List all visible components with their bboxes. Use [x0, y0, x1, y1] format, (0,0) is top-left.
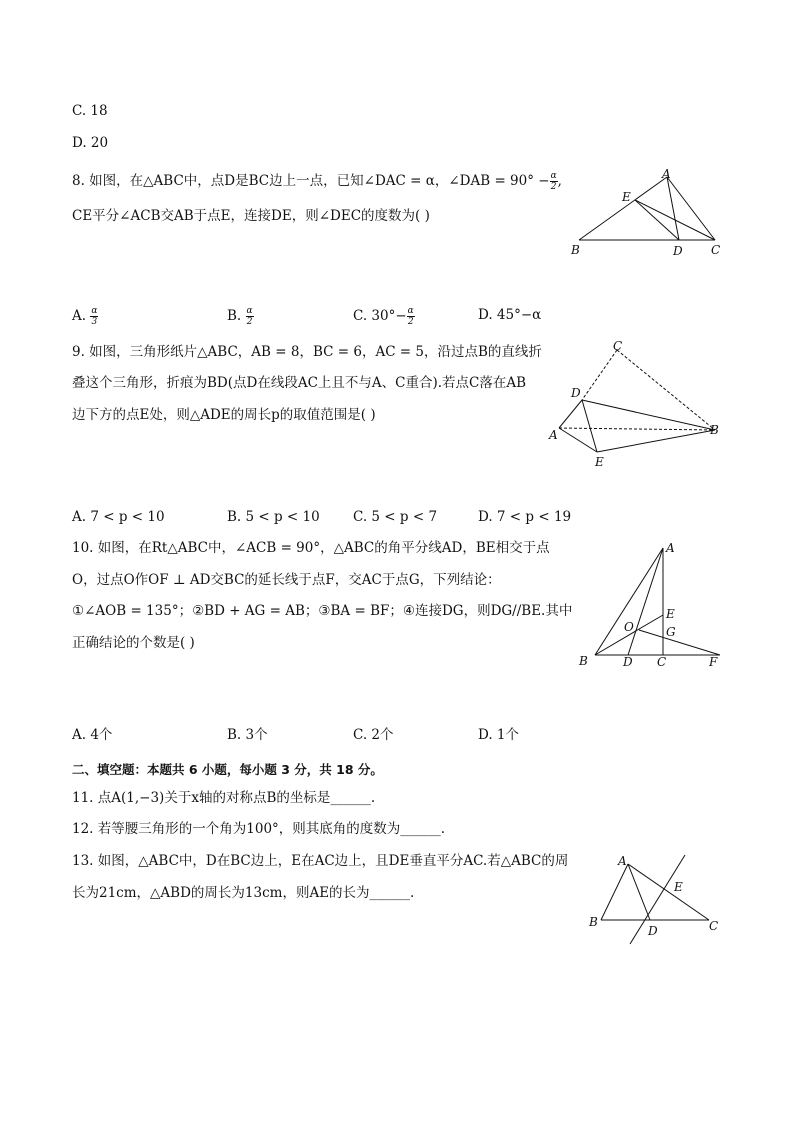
- q9-line1: 9. 如图，三角形纸片△ABC，AB = 8，BC = 6，AC = 5，沿过点B的直线折: [72, 344, 542, 360]
- q10-option-d: D. 1个: [478, 727, 520, 743]
- q9-figure: [545, 340, 725, 470]
- q10-figure: [575, 540, 730, 670]
- q8-label-a: A: [662, 167, 671, 181]
- q10-label-g: G: [666, 625, 676, 639]
- q9-label-a: A: [549, 428, 558, 442]
- q10-label-c: C: [657, 655, 667, 669]
- q9-label-c: C: [613, 339, 623, 353]
- q13-label-a: A: [618, 854, 627, 868]
- q8-figure: [565, 165, 730, 260]
- q8-line1: 8. 如图，在△ABC中，点D是BC边上一点，已知∠DAC = α，∠DAB = 90° − $\frac{\alpha}{2}$ ,: [72, 171, 562, 192]
- q9-label-e: E: [595, 455, 604, 469]
- q10-option-c: C. 2个: [353, 727, 394, 743]
- option-d-prev: D. 20: [72, 135, 109, 151]
- q9-label-b: B: [710, 423, 719, 437]
- q10-label-o: O: [624, 620, 634, 634]
- q8-option-a: A. $\frac{\alpha}{3}$: [72, 306, 98, 327]
- q13-line2: 长为21cm，△ABD的周长为13cm，则AE的长为______.: [72, 885, 415, 901]
- q8-label-b: B: [571, 243, 580, 257]
- q9-option-b: B. 5 < p < 10: [227, 509, 320, 525]
- q9-option-c: C. 5 < p < 7: [353, 509, 438, 525]
- q13-label-e: E: [674, 880, 683, 894]
- q9-label-d: D: [571, 386, 581, 400]
- q13-line1: 13. 如图，△ABC中，D在BC边上，E在AC边上，且DE垂直平分AC.若△ABC的周: [72, 853, 569, 869]
- q10-line3: ①∠AOB = 135°；②BD + AG = AB；③BA = BF；④连接DG，则DG//BE.其中: [72, 603, 573, 619]
- q10-option-b: B. 3个: [227, 727, 268, 743]
- q13-figure: [585, 850, 725, 950]
- q8-line2: CE平分∠ACB交AB于点E，连接DE，则∠DEC的度数为( ): [72, 208, 430, 224]
- q10-label-f: F: [709, 655, 718, 669]
- q10-line1: 10. 如图，在Rt△ABC中，∠ACB = 90°，△ABC的角平分线AD，BE相交于点: [72, 540, 550, 556]
- q8-fraction: $\frac{\alpha}{2}$: [550, 171, 557, 192]
- q10-label-d: D: [623, 655, 633, 669]
- section-heading-fill-blank: 二、填空题：本题共 6 小题，每小题 3 分，共 18 分。: [72, 762, 383, 777]
- q9-line2: 叠这个三角形，折痕为BD(点D在线段AC上且不与A、C重合).若点C落在AB: [72, 375, 527, 391]
- q13-label-d: D: [648, 924, 658, 938]
- q8-option-d: D. 45°−α: [478, 307, 542, 323]
- q8-option-c: C. 30°− $\frac{\alpha}{2}$: [353, 306, 414, 327]
- q10-line2: O，过点O作OF ⊥ AD交BC的延长线于点F，交AC于点G，下列结论：: [72, 572, 501, 588]
- q9-option-d: D. 7 < p < 19: [478, 509, 572, 525]
- q10-option-a: A. 4个: [72, 727, 113, 743]
- q9-option-a: A. 7 < p < 10: [72, 509, 165, 525]
- q10-label-b: B: [579, 654, 588, 668]
- q8-label-e: E: [622, 190, 631, 204]
- option-c-prev: C. 18: [72, 103, 108, 119]
- q13-label-c: C: [709, 919, 719, 933]
- q8-option-b: B. $\frac{\alpha}{2}$: [227, 306, 253, 327]
- q9-line3: 边下方的点E处，则△ADE的周长p的取值范围是( ): [72, 407, 376, 423]
- q11-text: 11. 点A(1,−3)关于x轴的对称点B的坐标是______.: [72, 790, 376, 806]
- q13-label-b: B: [589, 915, 598, 929]
- q10-line4: 正确结论的个数是( ): [72, 635, 195, 651]
- q8-label-c: C: [711, 243, 721, 257]
- q10-label-e: E: [666, 607, 675, 621]
- q10-label-a: A: [666, 541, 675, 555]
- q12-text: 12. 若等腰三角形的一个角为100°，则其底角的度数为______.: [72, 821, 446, 837]
- q8-label-d: D: [673, 244, 683, 258]
